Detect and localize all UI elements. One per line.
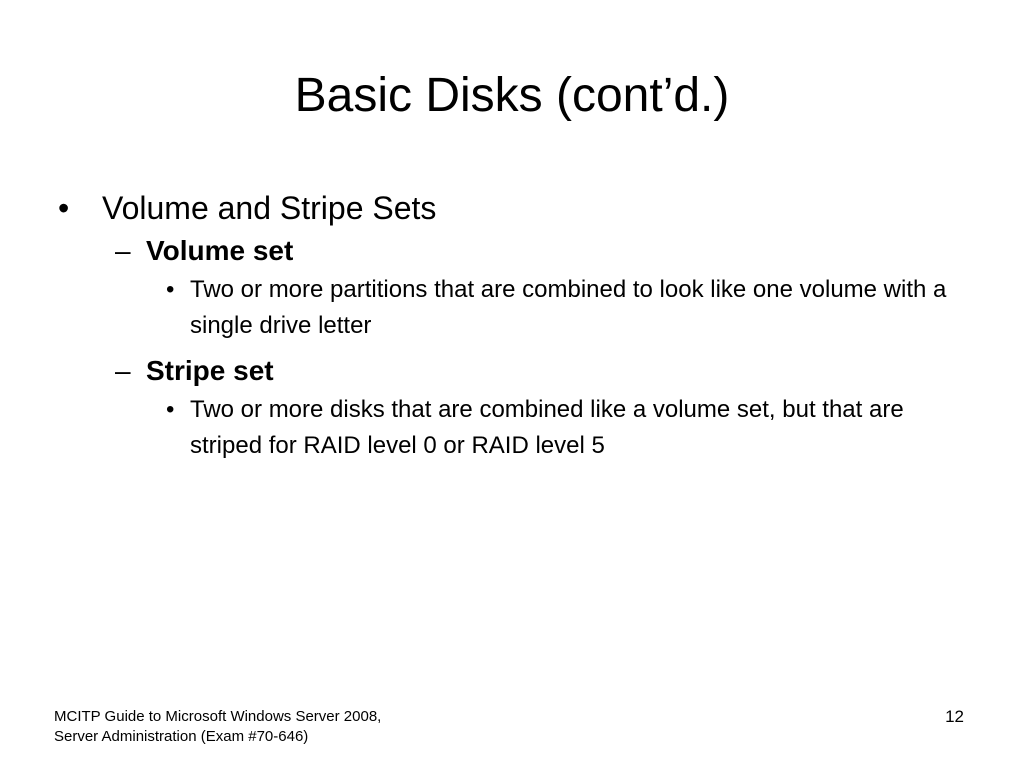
detail-text: Two or more disks that are combined like a volume set, but that are striped for RAID level 0 or RAID level 5 [190,396,904,459]
dash-marker: – [115,235,131,266]
footer-line-2: Server Administration (Exam #70-646) [54,728,309,745]
subbullet-volume-set [58,232,978,270]
bullet-volume-and-stripe-sets [58,186,978,230]
page-number: 12 [945,707,964,726]
bullet-marker: • [58,190,70,226]
footer-line-1: MCITP Guide to Microsoft Windows Server 2008, [54,708,382,725]
detail-text: Two or more partitions that are combined to look like one volume with a single drive letter [190,276,947,339]
slide-content [58,186,978,472]
subbullet-text: Stripe set [146,355,274,386]
bullet-marker: • [166,276,175,303]
subbullet-text: Volume set [146,235,294,266]
detail-stripe-set [58,392,978,464]
bullet-text: Volume and Stripe Sets [102,190,437,226]
detail-volume-set [58,272,978,344]
slide-title: Basic Disks (cont’d.) [294,69,730,122]
dash-marker: – [115,355,131,386]
footer-course-title [54,707,381,747]
subbullet-stripe-set [58,352,978,390]
bullet-marker: • [166,396,175,423]
